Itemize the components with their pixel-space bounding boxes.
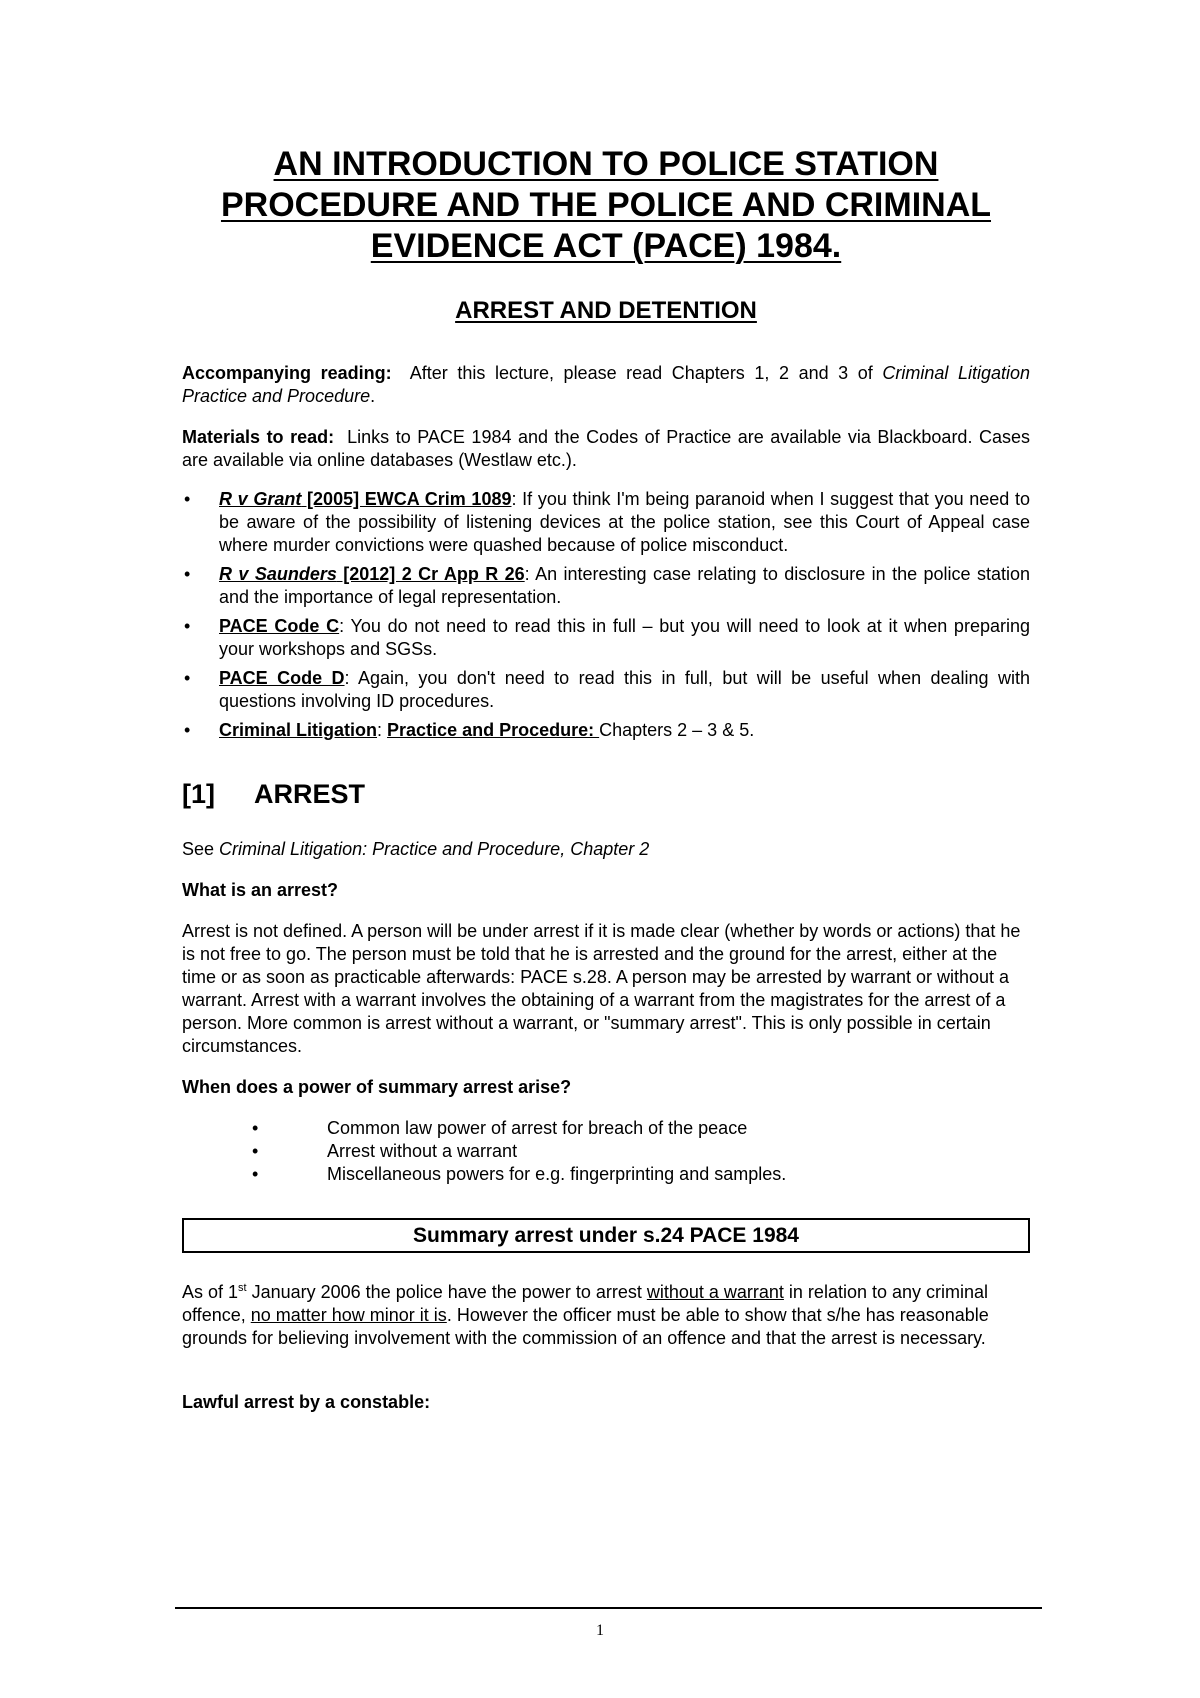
- reading-label: Accompanying reading:: [182, 363, 392, 383]
- section-number: [1]: [182, 779, 215, 809]
- list-item: [182, 719, 1030, 742]
- bullet-icon: •: [184, 564, 191, 584]
- s24-text-a: As of 1: [182, 1282, 239, 1302]
- question-summary-arrest: When does a power of summary arrest arise?: [182, 1077, 572, 1097]
- materials-label: Materials to read:: [182, 427, 335, 447]
- reading-book-title: Criminal Litigation Practice and Procedure: [182, 363, 1030, 406]
- see-prefix: See: [182, 839, 220, 859]
- section-title: ARREST: [254, 779, 366, 809]
- title-line-2: PROCEDURE AND THE POLICE AND CRIMINAL: [220, 186, 992, 224]
- list-item: [182, 667, 1030, 713]
- list-item: [182, 1163, 1030, 1186]
- case-name-link[interactable]: R v Saunders: [219, 564, 337, 584]
- s24-text-c: in relation to any criminal offence,: [182, 1282, 994, 1325]
- s24-text-d: . However the officer must be able to show that s/he has reasonable grounds for believing involvement with the commission of an offence and that the arrest is necessary.: [182, 1305, 989, 1348]
- title-line-3: EVIDENCE ACT (PACE) 1984.: [370, 227, 842, 265]
- lawful-arrest-heading: Lawful arrest by a constable:: [182, 1392, 431, 1412]
- textbook-link-2[interactable]: Practice and Procedure:: [387, 720, 600, 740]
- section-heading-arrest: [182, 778, 1030, 810]
- textbook-link[interactable]: Criminal Litigation: [219, 720, 378, 740]
- reading-end: .: [370, 386, 376, 406]
- case-citation-link[interactable]: [2005] EWCA Crim 1089: [301, 489, 512, 509]
- list-item-text: : If you think I'm being paranoid when I suggest that you need to be aware of the possibility of listening devices at the police station, see this Court of Appeal case where murder convictions were quashed because of police misconduct.: [219, 489, 1030, 555]
- ordinal-superscript: st: [238, 1282, 247, 1294]
- page-number: 1: [596, 1622, 604, 1639]
- page-content: [182, 144, 1036, 1414]
- bullet-icon: •: [184, 668, 191, 688]
- list-item-separator: :: [377, 720, 388, 740]
- list-item: [182, 563, 1030, 609]
- see-reference: [182, 838, 1030, 861]
- case-name-link[interactable]: R v Grant: [219, 489, 302, 509]
- bullet-icon: •: [252, 1118, 259, 1138]
- bullet-icon: •: [184, 720, 191, 740]
- boxed-heading-s24: Summary arrest under s.24 PACE 1984: [182, 1218, 1030, 1253]
- arrest-powers-list: [182, 1117, 1030, 1186]
- list-item-text: Arrest without a warrant: [327, 1141, 518, 1161]
- list-item: [182, 1140, 1030, 1163]
- reading-list: [182, 488, 1030, 742]
- footer-rule: [175, 1607, 1042, 1609]
- list-item-text: Chapters 2 – 3 & 5.: [599, 720, 755, 740]
- bullet-icon: •: [252, 1141, 259, 1161]
- see-reference-title: Criminal Litigation: Practice and Procedure, Chapter 2: [219, 839, 650, 859]
- pace-code-d-link[interactable]: PACE Code D: [219, 668, 345, 688]
- s24-underlined-1: without a warrant: [646, 1282, 784, 1302]
- bullet-icon: •: [184, 616, 191, 636]
- accompanying-reading: [182, 362, 1030, 408]
- document-subtitle: ARREST AND DETENTION: [455, 297, 757, 324]
- pace-code-c-link[interactable]: PACE Code C: [219, 616, 340, 636]
- case-citation-link[interactable]: [2012] 2 Cr App R 26: [336, 564, 525, 584]
- bullet-icon: •: [184, 489, 191, 509]
- bullet-icon: •: [252, 1164, 259, 1184]
- s24-underlined-2: no matter how minor it is: [250, 1305, 447, 1325]
- list-item-text: : An interesting case relating to disclosure in the police station and the importance of legal representation.: [219, 564, 1030, 607]
- list-item: [182, 615, 1030, 661]
- arrest-definition-paragraph: Arrest is not defined. A person will be under arrest if it is made clear (whether by words or actions) that he is not free to go. The person must be told that he is arrested and the ground for the arrest, either at the time or as soon as practicable afterwards: PACE s.28. A person may be arrested by warrant or without a warrant. Arrest with a warrant involves the obtaining of a warrant from the magistrates for the arrest of a person. More common is arrest without a warrant, or "summary arrest". This is only possible in certain circumstances.: [182, 921, 1021, 1056]
- list-item-text: : You do not need to read this in full – but you will need to look at it when preparing your workshops and SGSs.: [219, 616, 1030, 659]
- s24-paragraph: [182, 1281, 1030, 1350]
- list-item-text: Common law power of arrest for breach of the peace: [327, 1118, 748, 1138]
- list-item: [182, 488, 1030, 557]
- materials-text: Links to PACE 1984 and the Codes of Practice are available via Blackboard. Cases are available via online databases (Westlaw etc.).: [182, 427, 1036, 470]
- list-item: [182, 1117, 1030, 1140]
- title-line-1: AN INTRODUCTION TO POLICE STATION: [273, 145, 939, 183]
- list-item-text: Miscellaneous powers for e.g. fingerprinting and samples.: [327, 1164, 787, 1184]
- reading-text: After this lecture, please read Chapters 1, 2 and 3 of: [391, 363, 883, 383]
- question-what-is-arrest: What is an arrest?: [182, 880, 339, 900]
- materials-to-read: [182, 426, 1036, 472]
- list-item-text: : Again, you don't need to read this in full, but will be useful when dealing with questions involving ID procedures.: [219, 668, 1030, 711]
- s24-text-b: January 2006 the police have the power to arrest: [246, 1282, 647, 1302]
- document-title: [182, 144, 1030, 267]
